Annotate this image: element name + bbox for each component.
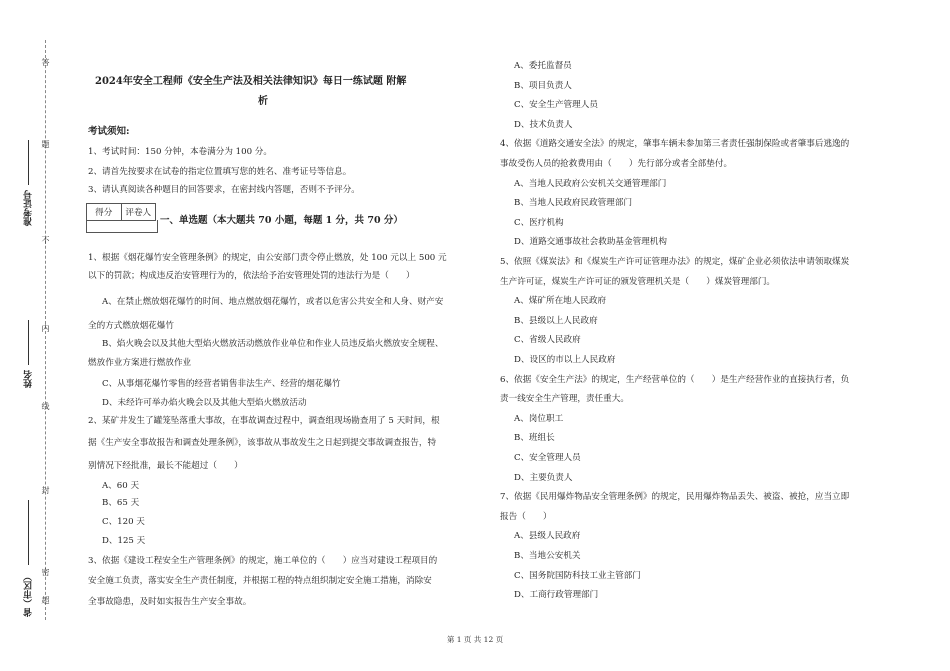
question-line: C、医疗机构 — [514, 218, 564, 228]
question-line: 5、依照《煤炭法》和《煤炭生产许可证管理办法》的规定，煤矿企业必须依法申请领取煤炭 — [500, 257, 850, 267]
seal-char: 线 — [41, 402, 50, 411]
question-line: 2、某矿井发生了罐笼坠落重大事故，在事故调查过程中，调查组现场勘查用了 5 天时间，根 — [88, 416, 440, 426]
score-label: 得分 — [87, 204, 122, 220]
question-line: A、煤矿所在地人民政府 — [514, 296, 607, 306]
question-line: C、120 天 — [102, 517, 145, 527]
question-line: A、岗位职工 — [514, 414, 564, 424]
question-line: 别情况下经批准，最长不能超过（ ） — [88, 461, 243, 471]
region-label: 省（市区） — [24, 572, 34, 617]
seal-char: 内 — [41, 324, 50, 333]
notice-item: 2、请首先按要求在试卷的指定位置填写您的姓名、准考证号等信息。 — [88, 167, 352, 177]
question-line: 4、依据《道路交通安全法》的规定，肇事车辆未参加第三者责任强制保险或者肇事后逃逸的 — [500, 139, 850, 149]
question-line: B、县级以上人民政府 — [514, 316, 598, 326]
name-underline — [28, 320, 29, 365]
question-line: A、在禁止燃放烟花爆竹的时间、地点燃放烟花爆竹，或者以危害公共安全和人身、财产安 — [102, 297, 444, 307]
exam-number-underline — [28, 140, 29, 185]
question-line: B、项目负责人 — [514, 81, 572, 91]
seal-char: 封 — [41, 486, 50, 495]
question-line: D、未经许可举办焰火晚会以及其他大型焰火燃放活动 — [102, 398, 307, 408]
notice-item: 3、请认真阅读各种题目的回答要求，在密封线内答题，否则不予评分。 — [88, 185, 360, 195]
question-line: C、省级人民政府 — [514, 335, 581, 345]
question-line: D、道路交通事故社会救助基金管理机构 — [514, 237, 667, 247]
question-line: 1、根据《烟花爆竹安全管理条例》的规定，由公安部门责令停止燃放，处 100 元以上 500 元 — [88, 253, 447, 263]
question-line: D、工商行政管理部门 — [514, 590, 599, 600]
question-line: D、125 天 — [102, 536, 146, 546]
question-line: B、当地公安机关 — [514, 551, 581, 561]
notice-item: 1、考试时间：150 分钟，本卷满分为 100 分。 — [88, 147, 272, 157]
question-line: A、委托监督员 — [514, 61, 572, 71]
question-line: 7、依据《民用爆炸物品安全管理条例》的规定，民用爆炸物品丢失、被盗、被抢，应当立即 — [500, 492, 850, 502]
page-footer: 第 1 页 共 12 页 — [446, 635, 504, 644]
section-title: 一、单选题（本大题共 70 小题，每题 1 分，共 70 分） — [160, 215, 403, 226]
question-line: 据《生产安全事故报告和调查处理条例》，该事故从事故发生之日起到提交事故调查报告，特 — [88, 438, 437, 448]
question-line: 6、依据《安全生产法》的规定，生产经营单位的（ ）是生产经营作业的直接执行者，负 — [500, 375, 850, 385]
question-line: 报告（ ） — [500, 512, 552, 522]
question-line: 安全施工负责，落实安全生产责任制度，并根据工程的特点组织制定安全施工措施，消除安 — [88, 576, 432, 586]
question-line: C、安全生产管理人员 — [514, 100, 598, 110]
question-line: D、技术负责人 — [514, 120, 573, 130]
exam-title: 2024年安全工程师《安全生产法及相关法律知识》每日一练试题 附解 — [95, 76, 407, 87]
score-box — [86, 203, 156, 221]
question-line: B、65 天 — [102, 498, 140, 508]
question-line: A、当地人民政府公安机关交通管理部门 — [514, 179, 667, 189]
question-line: B、当地人民政府民政管理部门 — [514, 198, 633, 208]
question-line: C、安全管理人员 — [514, 453, 581, 463]
seal-char: 超 — [41, 596, 50, 605]
name-label: 姓名 — [24, 370, 34, 388]
question-line: C、从事烟花爆竹零售的经营者销售非法生产、经营的烟花爆竹 — [102, 379, 341, 389]
question-line: A、县级人民政府 — [514, 531, 581, 541]
question-line: 事故受伤人员的抢救费用由（ ）先行部分或者全部垫付。 — [500, 159, 733, 169]
question-line: D、设区的市以上人民政府 — [514, 355, 616, 365]
exam-number-label: 准考证号 — [24, 190, 34, 226]
question-line: B、焰火晚会以及其他大型焰火燃放活动燃放作业单位和作业人员违反焰火燃放安全规程、 — [102, 339, 444, 349]
question-line: B、班组长 — [514, 433, 555, 443]
question-line: D、主要负责人 — [514, 473, 573, 483]
seal-char: 答 — [41, 58, 50, 67]
question-line: 全事故隐患，及时如实报告生产安全事故。 — [88, 597, 252, 607]
exam-title-cont: 析 — [258, 96, 268, 107]
score-box-empty-row — [86, 220, 158, 233]
notice-heading: 考试须知: — [88, 126, 130, 137]
question-line: 生产许可证，煤炭生产许可证的颁发管理机关是（ ）煤炭管理部门。 — [500, 277, 776, 287]
question-line: C、国务院国防科技工业主管部门 — [514, 571, 641, 581]
question-line: 燃放作业方案进行燃放作业 — [88, 358, 192, 368]
seal-char: 不 — [41, 236, 50, 245]
question-line: A、60 天 — [102, 481, 140, 491]
question-line: 责一线安全生产管理，责任重大。 — [500, 394, 629, 404]
question-line: 全的方式燃放烟花爆竹 — [88, 321, 174, 331]
seal-char: 密 — [41, 568, 50, 577]
grader-label: 评卷人 — [125, 208, 152, 218]
seal-char: 题 — [41, 140, 50, 149]
question-line: 3、依据《建设工程安全生产管理条例》的规定，施工单位的（ ）应当对建设工程项目的 — [88, 556, 438, 566]
region-underline — [28, 500, 29, 565]
question-line: 以下的罚款；构成违反治安管理行为的，依法给予治安管理处罚的违法行为是（ ） — [88, 271, 415, 281]
